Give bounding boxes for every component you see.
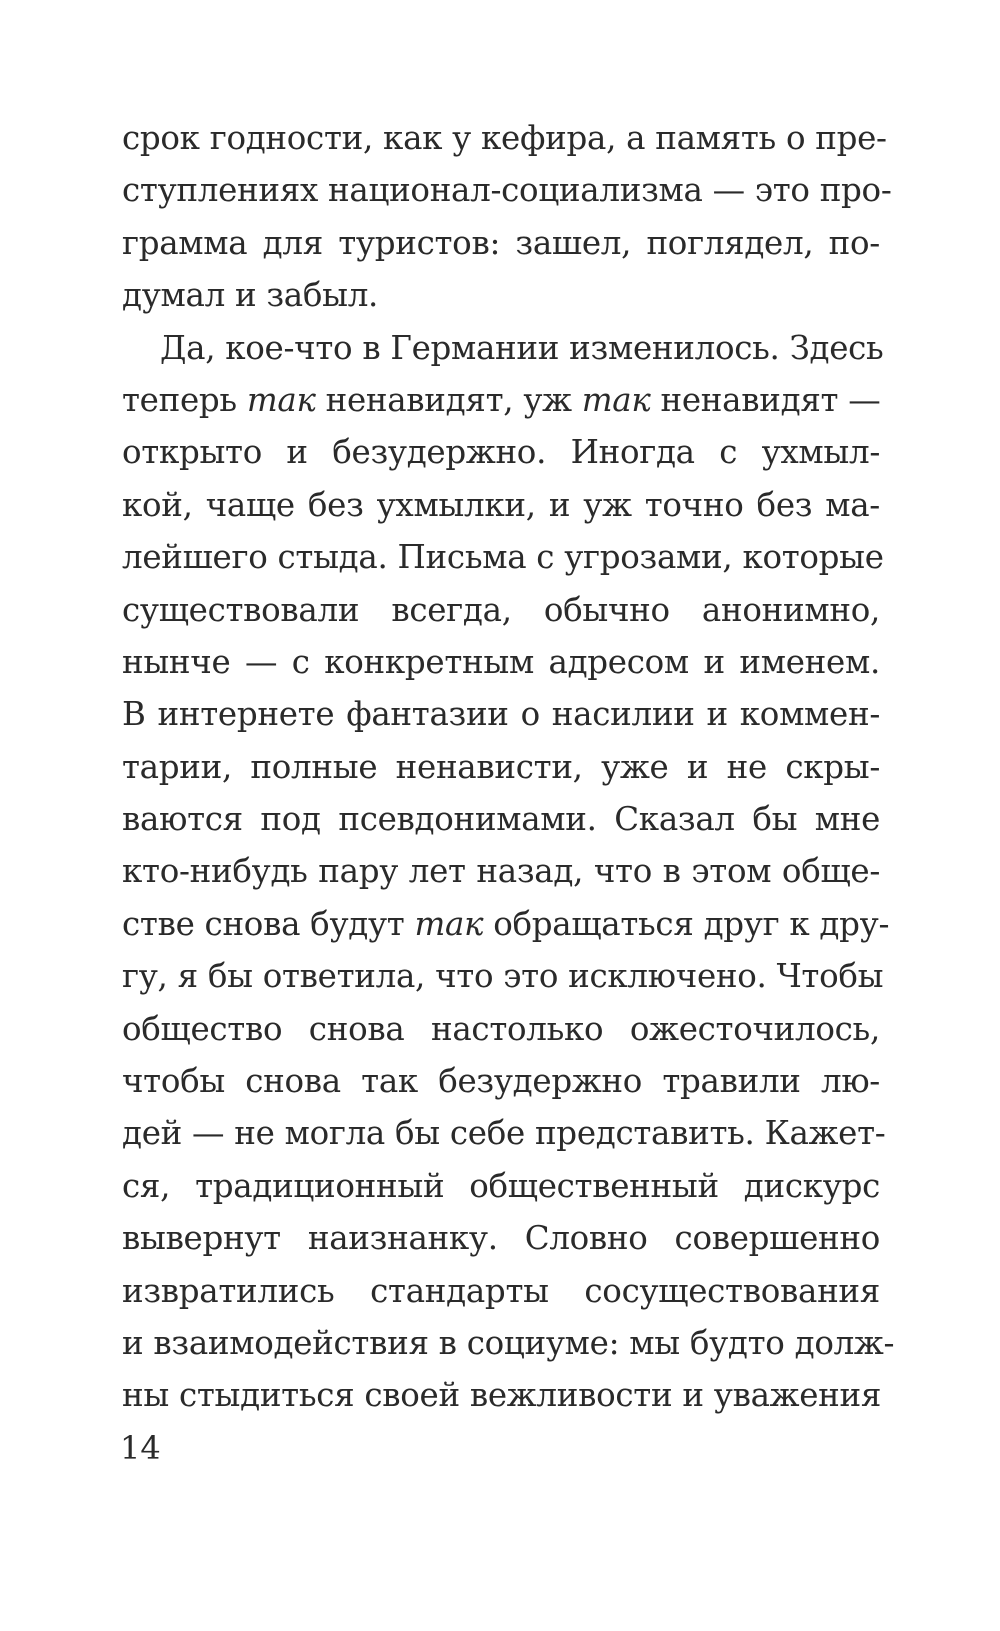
italic-emphasis: так xyxy=(246,380,316,419)
text-line: ступлениях национал-социализма — это про- xyxy=(122,171,892,210)
text-run: стве снова будут xyxy=(122,904,415,943)
text-line: существовали всегда, обычно анонимно, xyxy=(122,590,880,629)
text-line: ся, традиционный общественный дискурс xyxy=(122,1166,880,1205)
text-line: кто-нибудь пару лет назад, что в этом обще- xyxy=(122,852,880,891)
text-line: открыто и безудержно. Иногда с ухмыл- xyxy=(122,433,880,472)
italic-emphasis: так xyxy=(414,904,484,943)
text-line: вывернут наизнанку. Словно совершенно xyxy=(122,1219,880,1258)
text-line: общество снова настолько ожесточилось, xyxy=(122,1009,880,1048)
text-line: В интернете фантазии о насилии и коммен- xyxy=(122,695,880,734)
text-line: и взаимодействия в социуме: мы будто долж- xyxy=(122,1323,895,1362)
text-line: тарии, полные ненависти, уже и не скры- xyxy=(122,747,880,786)
text-line: Да, кое-что в Германии изменилось. Здесь xyxy=(160,328,884,367)
text-line: ны стыдиться своей вежливости и уважения xyxy=(122,1376,882,1415)
text-line: думал и забыл. xyxy=(122,276,379,315)
text-line: чтобы снова так безудержно травили лю- xyxy=(122,1062,880,1101)
text-line: кой, чаще без ухмылки, и уж точно без ма- xyxy=(122,485,880,524)
text-line: нынче — с конкретным адресом и именем. xyxy=(122,642,880,681)
text-line xyxy=(122,898,890,950)
text-run: ненавидят — xyxy=(650,380,881,419)
text-run: обращаться друг к дру- xyxy=(483,904,890,943)
text-line: извратились стандарты сосуществования xyxy=(122,1271,880,1310)
text-line: грамма для туристов: зашел, поглядел, по- xyxy=(122,223,880,262)
italic-emphasis: так xyxy=(581,380,651,419)
text-line: лейшего стыда. Письма с угрозами, которые xyxy=(122,538,884,577)
text-line: гу, я бы ответила, что это исключено. Чтобы xyxy=(122,957,884,996)
body-text xyxy=(122,112,895,1422)
text-line: срок годности, как у кефира, а память о пре- xyxy=(122,119,887,157)
text-run: теперь xyxy=(122,380,247,419)
text-line: ваются под псевдонимами. Сказал бы мне xyxy=(122,800,880,839)
text-line xyxy=(122,374,880,426)
text-line: дей — не могла бы себе представить. Кажет- xyxy=(122,1114,886,1153)
text-run: ненавидят, уж xyxy=(315,380,582,419)
page-number: 14 xyxy=(120,1429,161,1467)
